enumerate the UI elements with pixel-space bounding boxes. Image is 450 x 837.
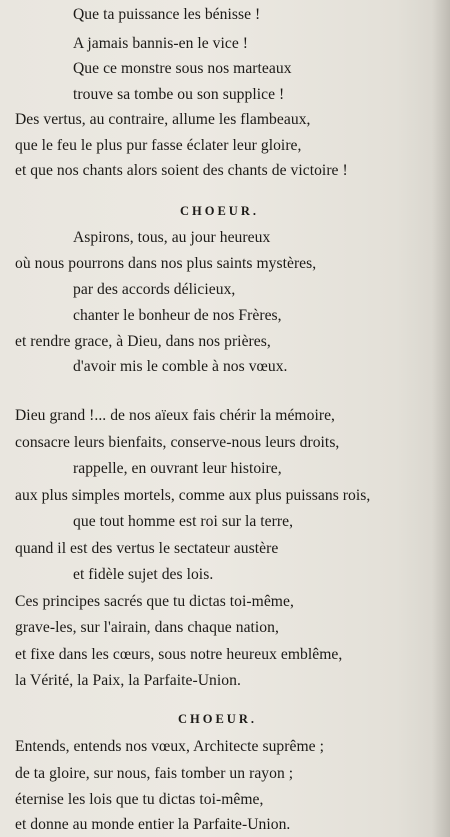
- chorus2-line-2: de ta gloire, sur nous, fais tomber un rayon ;: [15, 765, 294, 782]
- stanza2-line-10: et fixe dans les cœurs, sous notre heureux emblême,: [15, 646, 343, 663]
- chorus1-line-2: où nous pourrons dans nos plus saints mystères,: [15, 255, 317, 272]
- chorus1-line-6: d'avoir mis le comble à nos vœux.: [73, 358, 288, 375]
- chorus2-line-3: éternise les lois que tu dictas toi-même,: [15, 791, 264, 808]
- stanza1-line-6: que le feu le plus pur fasse éclater leur gloire,: [15, 137, 302, 154]
- stanza1-line-1: Que ta puissance les bénisse !: [73, 6, 261, 23]
- stanza1-line-4: trouve sa tombe ou son supplice !: [73, 86, 285, 103]
- chorus2-heading: CHOEUR.: [178, 712, 257, 726]
- stanza1-line-7: et que nos chants alors soient des chants de victoire !: [15, 162, 348, 179]
- page-edge-shadow: [432, 0, 450, 837]
- stanza2-line-6: quand il est des vertus le sectateur austère: [15, 540, 279, 557]
- stanza1-line-2: A jamais bannis-en le vice !: [73, 35, 249, 52]
- stanza2-line-3: rappelle, en ouvrant leur histoire,: [73, 460, 282, 477]
- stanza2-line-7: et fidèle sujet des lois.: [73, 566, 214, 583]
- chorus1-heading: CHOEUR.: [180, 204, 259, 218]
- chorus1-line-3: par des accords délicieux,: [73, 281, 236, 298]
- stanza2-line-9: grave-les, sur l'airain, dans chaque nation,: [15, 619, 279, 636]
- stanza2-line-4: aux plus simples mortels, comme aux plus puissans rois,: [15, 487, 371, 504]
- stanza2-line-11: la Vérité, la Paix, la Parfaite-Union.: [15, 672, 241, 689]
- stanza1-line-3: Que ce monstre sous nos marteaux: [73, 60, 292, 77]
- chorus1-line-1: Aspirons, tous, au jour heureux: [73, 229, 271, 246]
- chorus2-line-1: Entends, entends nos vœux, Architecte suprême ;: [15, 738, 324, 755]
- chorus1-line-4: chanter le bonheur de nos Frères,: [73, 307, 282, 324]
- stanza2-line-1: Dieu grand !... de nos aïeux fais chérir la mémoire,: [15, 407, 335, 424]
- stanza2-line-5: que tout homme est roi sur la terre,: [73, 513, 294, 530]
- stanza2-line-8: Ces principes sacrés que tu dictas toi-même,: [15, 593, 294, 610]
- stanza2-line-2: consacre leurs bienfaits, conserve-nous leurs droits,: [15, 434, 340, 451]
- chorus2-line-4: et donne au monde entier la Parfaite-Union.: [15, 816, 291, 833]
- stanza1-line-5: Des vertus, au contraire, allume les flambeaux,: [15, 111, 311, 128]
- chorus1-line-5: et rendre grace, à Dieu, dans nos prières,: [15, 333, 271, 350]
